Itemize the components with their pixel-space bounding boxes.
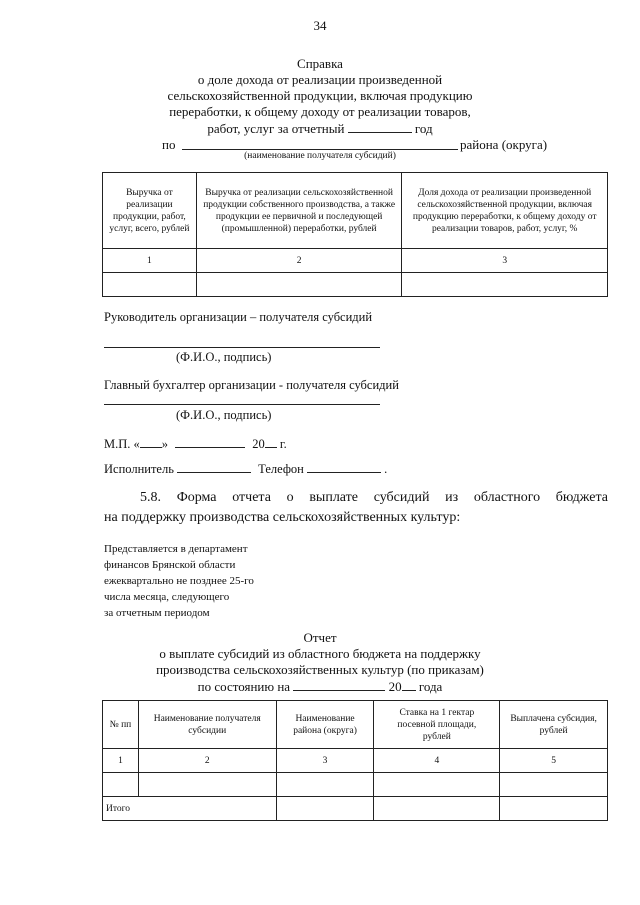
phone-label: Телефон — [258, 462, 304, 476]
otchet-state-line — [0, 678, 640, 695]
state-date-blank[interactable] — [293, 678, 385, 691]
t2-header-1: № пп — [103, 701, 139, 749]
t2-cell-1[interactable] — [103, 773, 139, 797]
spravka-line-5-a: работ, услуг за отчетный — [207, 121, 345, 136]
head-signature-line[interactable] — [104, 337, 380, 348]
t2-total-cell-5[interactable] — [500, 797, 608, 821]
year-blank[interactable] — [348, 120, 412, 133]
submit-note-2: финансов Брянской области — [104, 559, 236, 571]
t1-num-1: 1 — [103, 249, 197, 273]
t2-cell-5[interactable] — [500, 773, 608, 797]
spravka-line-5-b: год — [414, 121, 433, 136]
t2-num-5: 5 — [500, 749, 608, 773]
executor-line: Исполнитель Телефон . — [104, 462, 388, 476]
t2-num-3: 3 — [276, 749, 374, 773]
t2-cell-3[interactable] — [276, 773, 374, 797]
t1-num-2: 2 — [196, 249, 402, 273]
accountant-label: Главный бухгалтер организации - получателя субсидий — [104, 378, 399, 392]
t2-cell-4[interactable] — [374, 773, 500, 797]
t2-num-4: 4 — [374, 749, 500, 773]
spravka-line-5 — [0, 120, 640, 137]
recipient-blank[interactable] — [182, 136, 458, 150]
spravka-table — [102, 172, 608, 297]
t2-total-cell-4[interactable] — [374, 797, 500, 821]
accountant-fio-caption: (Ф.И.О., подпись) — [176, 408, 272, 422]
executor-label: Исполнитель — [104, 462, 174, 476]
submit-note-5: за отчетным периодом — [104, 607, 210, 619]
t2-total-cell-3[interactable] — [276, 797, 374, 821]
t1-num-3: 3 — [402, 249, 608, 273]
accountant-signature-line[interactable] — [104, 394, 380, 405]
submit-note-4: числа месяца, следующего — [104, 591, 230, 603]
t1-header-3: Доля дохода от реализации произведенной сельскохозяйственной продукции, включая продукцию переработки, к общему доходу от реализации товаров, работ, услуг, % — [402, 173, 608, 249]
phone-blank[interactable] — [307, 461, 381, 473]
mp-line — [104, 436, 287, 452]
spravka-line-4: переработки, к общему доходу от реализации товаров, — [169, 104, 471, 119]
state-label: по состоянию на — [197, 679, 291, 694]
t2-header-3: Наименование района (округа) — [276, 701, 374, 749]
mp-year-prefix: 20 — [252, 437, 265, 451]
submit-note-3: ежеквартально не позднее 25-го — [104, 575, 254, 587]
page-number: 34 — [313, 18, 327, 33]
t2-header-2: Наименование получателя субсидии — [138, 701, 276, 749]
spravka-line-3: сельскохозяйственной продукции, включая продукцию — [167, 88, 473, 103]
head-fio-caption: (Ф.И.О., подпись) — [176, 350, 272, 364]
mp-year-blank[interactable] — [265, 436, 277, 448]
recipient-caption: (наименование получателя субсидий) — [244, 151, 396, 161]
mp-label: М.П. « — [104, 437, 140, 451]
spravka-title: Справка — [297, 56, 343, 71]
head-label: Руководитель организации – получателя субсидий — [104, 310, 373, 324]
mp-year-suffix: г. — [279, 437, 287, 451]
otchet-line-3: производства сельскохозяйственных культур (по приказам) — [156, 662, 484, 677]
spravka-line-2: о доле дохода от реализации произведенной — [197, 72, 443, 87]
t2-header-4: Ставка на 1 гектар посевной площади, рублей — [374, 701, 500, 749]
submit-note-1: Представляется в департамент — [104, 543, 248, 555]
t2-total-label: Итого — [103, 797, 277, 821]
otchet-line-2: о выплате субсидий из областного бюджета на поддержку — [159, 646, 481, 661]
otchet-table — [102, 700, 608, 821]
state-year-blank[interactable] — [402, 678, 416, 691]
mp-month-blank[interactable] — [175, 436, 245, 448]
t1-cell-2[interactable] — [196, 273, 402, 297]
executor-blank[interactable] — [177, 461, 251, 473]
state-year-suffix: года — [418, 679, 443, 694]
po-label: по — [162, 137, 176, 152]
section-line-2: на поддержку производства сельскохозяйственных культур: — [104, 510, 461, 525]
t1-cell-1[interactable] — [103, 273, 197, 297]
t1-cell-3[interactable] — [402, 273, 608, 297]
section-line-1: 5.8. Форма отчета о выплате субсидий из областного бюджета — [140, 490, 608, 505]
state-year-prefix: 20 — [388, 679, 402, 694]
mp-day-blank[interactable] — [140, 436, 162, 448]
otchet-title: Отчет — [303, 630, 337, 645]
t2-num-2: 2 — [138, 749, 276, 773]
mp-close-quote: » — [161, 437, 169, 451]
rayon-label: района (округа) — [460, 137, 548, 152]
t2-num-1: 1 — [103, 749, 139, 773]
t1-header-1: Выручка от реализации продукции, работ, услуг, всего, рублей — [103, 173, 197, 249]
t2-cell-2[interactable] — [138, 773, 276, 797]
t2-header-5: Выплачена субсидия, рублей — [500, 701, 608, 749]
t1-header-2: Выручка от реализации сельскохозяйственной продукции собственного производства, а также продукции ее первичной и последующей (промышленной) переработки, рублей — [196, 173, 402, 249]
